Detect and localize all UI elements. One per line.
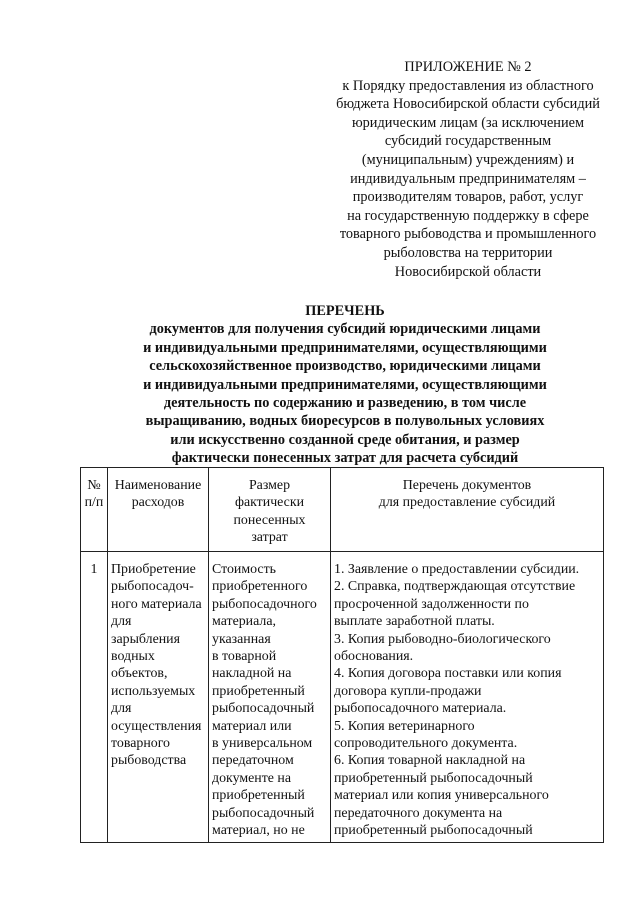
- title-line: сельскохозяйственное производство, юридическими лицами: [149, 358, 541, 375]
- title-line: деятельность по содержанию и разведению, в том числе: [163, 395, 527, 412]
- title-line: и индивидуальными предпринимателями, осуществляющими: [143, 339, 547, 356]
- appendix-line: индивидуальным предпринимателям –: [350, 170, 586, 187]
- appendix-line: субсидий государственным: [384, 133, 552, 150]
- appendix-line: рыболовства на территории: [383, 244, 553, 261]
- appendix-line: к Порядку предоставления из областного: [342, 77, 594, 94]
- table-header-row: [81, 468, 604, 552]
- appendix-line: на государственную поддержку в сфере: [347, 207, 589, 224]
- appendix-line: Новосибирской области: [394, 263, 542, 280]
- appendix-header: [318, 58, 618, 281]
- appendix-line: (муниципальным) учреждениям) и: [361, 151, 575, 168]
- title-heading: ПЕРЕЧЕНЬ: [305, 303, 385, 319]
- cell-expense: Приобретение рыбопосадоч- ного материала для зарыбления водных объектов, используемых для осуществления товарного рыбоводства: [108, 552, 209, 843]
- document-title: [95, 302, 595, 468]
- title-line: фактически понесенных затрат для расчета субсидий: [171, 450, 519, 467]
- table-row: [81, 552, 604, 843]
- header-number: № п/п: [81, 468, 108, 552]
- cell-amount: Стоимость приобретенного рыбопосадочного материала, указанная в товарной накладной на приобретенный рыбопосадочный материал или в универсальном передаточном документе на приобретенный рыбопосадочный материал, но не: [209, 552, 331, 843]
- documents-table: [80, 467, 604, 843]
- title-line: выращиванию, водных биоресурсов в полувольных условиях: [145, 413, 545, 430]
- appendix-line: производителям товаров, работ, услуг: [352, 189, 584, 206]
- title-line: документов для получения субсидий юридическими лицами: [149, 321, 541, 338]
- header-amount: Размер фактически понесенных затрат: [209, 468, 331, 552]
- header-expense-name: Наименование расходов: [108, 468, 209, 552]
- cell-number: 1: [81, 552, 108, 843]
- cell-documents: 1. Заявление о предоставлении субсидии. 2. Справка, подтверждающая отсутствие просроченной задолженности по выплате заработной платы. 3. Копия рыбоводно-биологического обоснования. 4. Копия договора поставки или копия договора купли-продажи рыбопосадочного материала. 5. Копия ветеринарного сопроводительного документа. 6. Копия товарной накладной на приобретенный рыбопосадочный материал или копия универсального передаточного документа на приобретенный рыбопосадочный: [331, 552, 604, 843]
- appendix-line: бюджета Новосибирской области субсидий: [336, 96, 600, 113]
- title-line: или искусственно созданной среде обитания, и размер: [170, 431, 520, 448]
- appendix-line: ПРИЛОЖЕНИЕ № 2: [404, 59, 532, 75]
- header-documents: Перечень документов для предоставление субсидий: [331, 468, 604, 552]
- title-line: и индивидуальными предпринимателями, осуществляющими: [143, 376, 547, 393]
- appendix-line: юридическим лицам (за исключением: [351, 114, 585, 131]
- appendix-line: товарного рыбоводства и промышленного: [339, 226, 597, 243]
